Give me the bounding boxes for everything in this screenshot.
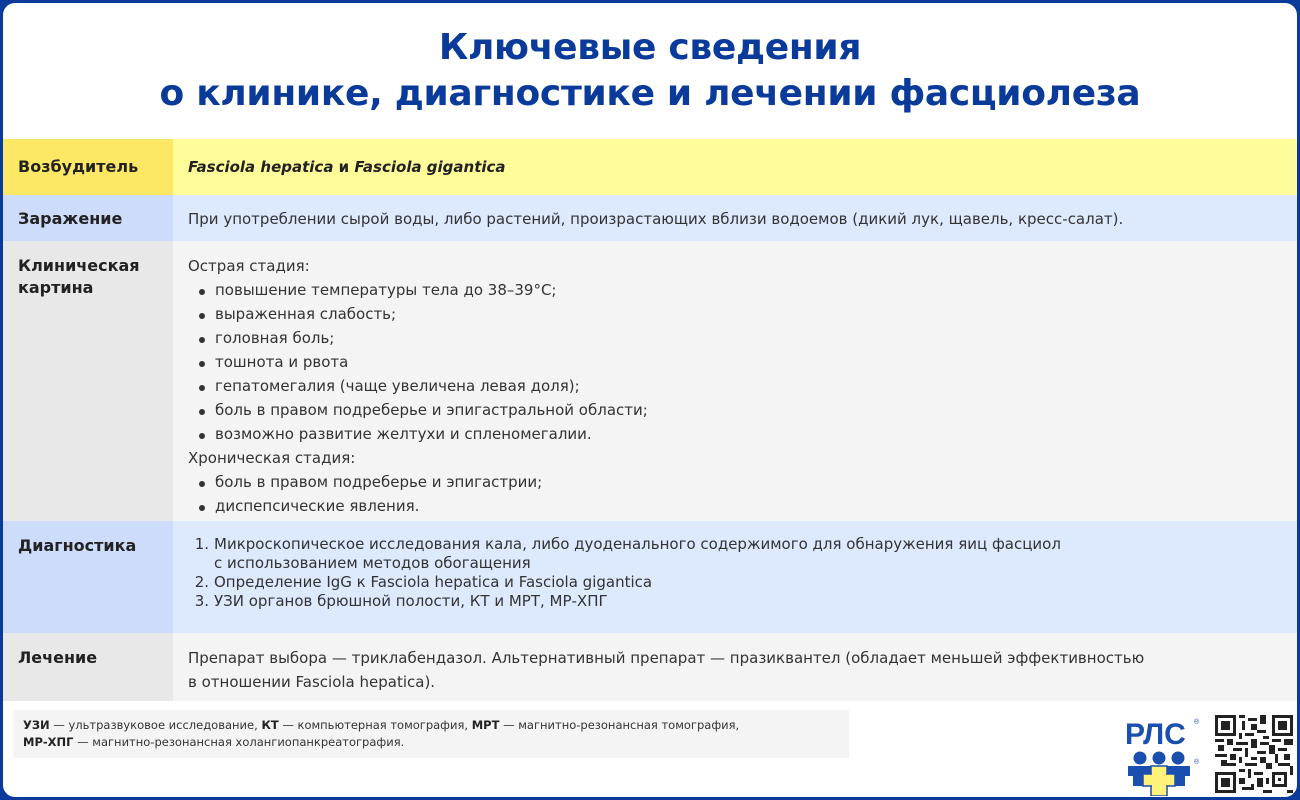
qr-code-icon bbox=[1215, 715, 1293, 793]
row-infection bbox=[3, 195, 1297, 241]
row-clinical-picture bbox=[3, 241, 1297, 521]
species-hepatica: Fasciola hepatica bbox=[188, 158, 334, 176]
list-item bbox=[188, 535, 1267, 573]
title-line-1: Ключевые сведения bbox=[438, 27, 862, 68]
label-line-2: картина bbox=[18, 278, 94, 297]
qr-code[interactable] bbox=[1215, 715, 1293, 793]
row-treatment bbox=[3, 633, 1297, 701]
item-text-line-2: с использованием методов обогащения bbox=[214, 554, 531, 572]
row-content-pathogen bbox=[173, 139, 1297, 195]
list-item: головная боль; bbox=[188, 326, 1267, 350]
svg-text:РЛС: РЛС bbox=[1125, 718, 1186, 751]
svg-text:®: ® bbox=[1194, 759, 1200, 766]
row-label-pathogen: Возбудитель bbox=[3, 139, 173, 195]
abbr-uzi: УЗИ bbox=[23, 718, 50, 732]
treatment-line-1: Препарат выбора — триклабендазол. Альтернативный препарат — празиквантел (обладает меньшей эффективностью bbox=[188, 649, 1145, 667]
infographic-card bbox=[3, 3, 1297, 797]
list-item: боль в правом подреберье и эпигастрии; bbox=[188, 470, 1267, 494]
row-diagnostics bbox=[3, 521, 1297, 633]
label-line-1: Клиническая bbox=[18, 256, 140, 275]
item-text: УЗИ органов брюшной полости, КТ и МРТ, МР-ХПГ bbox=[214, 592, 608, 610]
row-label-diagnostics: Диагностика bbox=[3, 521, 173, 633]
species-gigantica: Fasciola gigantica bbox=[354, 158, 506, 176]
row-content-clinical-picture bbox=[173, 241, 1297, 521]
rls-logo-icon bbox=[1123, 714, 1205, 796]
row-pathogen bbox=[3, 139, 1297, 195]
chronic-stage-list bbox=[188, 470, 1267, 518]
item-text: Определение IgG к Fasciola hepatica и Fasciola gigantica bbox=[214, 573, 653, 591]
title-line-2: о клинике, диагностике и лечении фасциолеза bbox=[159, 73, 1141, 114]
item-text bbox=[214, 535, 1267, 573]
row-content-diagnostics bbox=[173, 521, 1297, 633]
abbr-kt: КТ bbox=[261, 718, 279, 732]
conjunction: и bbox=[333, 158, 355, 176]
list-item: диспепсические явления. bbox=[188, 494, 1267, 518]
item-number: 2. bbox=[194, 573, 209, 591]
footnote-line-2 bbox=[23, 734, 849, 751]
abbr-def: — магнитно-резонансная холангиопанкреатография. bbox=[73, 735, 405, 749]
treatment-line-2: в отношении Fasciola hepatica). bbox=[188, 673, 436, 691]
list-item bbox=[188, 573, 1267, 592]
row-content-treatment bbox=[173, 633, 1297, 701]
abbr-def: — компьютерная томография, bbox=[278, 718, 472, 732]
diagnostics-list bbox=[188, 535, 1267, 611]
list-item: выраженная слабость; bbox=[188, 302, 1267, 326]
list-item: повышение температуры тела до 38–39°С; bbox=[188, 278, 1267, 302]
svg-text:®: ® bbox=[1194, 719, 1200, 726]
abbr-mrt: МРТ bbox=[471, 718, 500, 732]
footnote-line-1 bbox=[23, 717, 849, 734]
list-item: боль в правом подреберье и эпигастральной области; bbox=[188, 398, 1267, 422]
row-content-infection: При употреблении сырой воды, либо растений, произрастающих вблизи водоемов (дикий лук, щавель, кресс-салат). bbox=[173, 195, 1297, 241]
item-number: 3. bbox=[194, 592, 209, 610]
list-item: тошнота и рвота bbox=[188, 350, 1267, 374]
abbr-mr-hpg: МР-ХПГ bbox=[23, 735, 74, 749]
row-label-treatment: Лечение bbox=[3, 633, 173, 701]
list-item: возможно развитие желтухи и спленомегалии. bbox=[188, 422, 1267, 446]
acute-stage-list bbox=[188, 278, 1267, 446]
abbr-def: — магнитно-резонансная томография, bbox=[499, 718, 740, 732]
rls-logo bbox=[1123, 714, 1205, 796]
page-title bbox=[3, 25, 1297, 117]
row-label-infection: Заражение bbox=[3, 195, 173, 241]
acute-stage-heading: Острая стадия: bbox=[188, 257, 310, 275]
item-text-line-1: Микроскопическое исследования кала, либо дуоденального содержимого для обнаружения яиц фасциол bbox=[214, 535, 1061, 553]
chronic-stage-heading: Хроническая стадия: bbox=[188, 449, 356, 467]
abbreviations-footnote bbox=[13, 710, 849, 758]
abbr-def: — ультразвуковое исследование, bbox=[49, 718, 262, 732]
row-label-clinical-picture bbox=[3, 241, 173, 521]
list-item bbox=[188, 592, 1267, 611]
list-item: гепатомегалия (чаще увеличена левая доля); bbox=[188, 374, 1267, 398]
item-number: 1. bbox=[194, 535, 209, 553]
